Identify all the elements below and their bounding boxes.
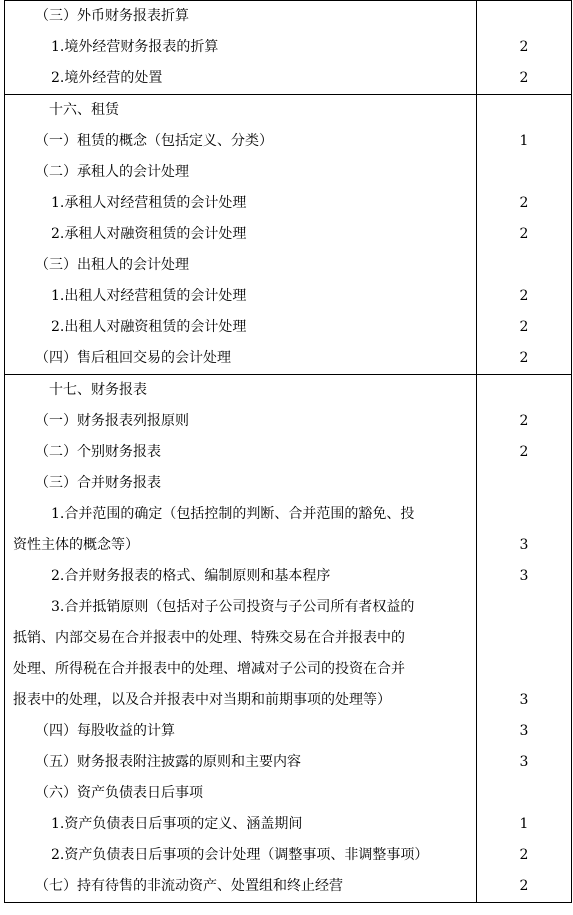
syllabus-table [4,0,572,903]
level-value: 3 [519,537,529,553]
item-text: （一）财务报表列报原则 [35,413,189,429]
item-text: （二）承租人的会计处理 [35,164,189,180]
level-cell [477,1,572,95]
item-text: 2.合并财务报表的格式、编制原则和基本程序 [51,568,331,584]
item-text: 1.合并范围的确定（包括控制的判断、合并范围的豁免、投 [51,506,415,522]
item-text: （四）售后租回交易的会计处理 [35,350,231,366]
item-text: （一）租赁的概念（包括定义、分类） [35,133,273,149]
level-value: 3 [519,754,529,770]
level-value [477,375,571,406]
level-value: 2 [519,444,529,460]
item-text: 2.境外经营的处置 [51,70,163,86]
level-value: 1 [519,816,529,832]
level-value: 2 [519,288,529,304]
level-value [477,95,571,126]
item-text: （四）每股收益的计算 [35,723,175,739]
level-value: 3 [519,568,529,584]
level-value: 2 [519,319,529,335]
item-text: 十七、财务报表 [49,382,147,398]
level-value [477,1,571,32]
item-text: （六）资产负债表日后事项 [35,785,203,801]
item-text: 1.承租人对经营租赁的会计处理 [51,195,247,211]
item-text: 抵销、内部交易在合并报表中的处理、特殊交易在合并报表中的 [13,630,405,646]
level-value: 1 [519,133,529,149]
item-text: 十六、租赁 [49,102,119,118]
item-text: （三）出租人的会计处理 [35,257,189,273]
level-value: 2 [519,413,529,429]
table-row [5,95,572,375]
level-value: 3 [519,723,529,739]
item-text: 2.承租人对融资租赁的会计处理 [51,226,247,242]
level-value: 2 [519,350,529,366]
item-text: （二）个别财务报表 [35,444,161,460]
item-text: 2.出租人对融资租赁的会计处理 [51,319,247,335]
level-value [477,157,571,188]
item-cell [5,1,477,95]
item-text: 报表中的处理，以及合并报表中对当期和前期事项的处理等） [13,692,391,708]
level-value [477,778,571,809]
level-value: 2 [519,70,529,86]
level-value: 2 [519,878,529,894]
level-cell [477,95,572,375]
level-value: 2 [519,847,529,863]
item-cell [5,375,477,903]
item-text: 1.出租人对经营租赁的会计处理 [51,288,247,304]
level-value: 3 [519,692,529,708]
level-value: 2 [519,226,529,242]
item-text: 3.合并抵销原则（包括对子公司投资与子公司所有者权益的 [51,599,415,615]
item-cell [5,95,477,375]
level-value [477,250,571,281]
table-row [5,375,572,903]
level-cell [477,375,572,903]
item-text: 2.资产负债表日后事项的会计处理（调整事项、非调整事项） [51,847,429,863]
table-row [5,1,572,95]
item-text: 1.资产负债表日后事项的定义、涵盖期间 [51,816,303,832]
item-text: （七）持有待售的非流动资产、处置组和终止经营 [35,878,343,894]
item-text: 处理、所得税在合并报表中的处理、增减对子公司的投资在合并 [13,661,405,677]
item-text: （三）合并财务报表 [35,475,161,491]
level-value: 2 [519,39,529,55]
level-value: 2 [519,195,529,211]
item-text: （三）外币财务报表折算 [35,8,189,24]
item-text: 1.境外经营财务报表的折算 [51,39,219,55]
item-text: （五）财务报表附注披露的原则和主要内容 [35,754,301,770]
level-value [477,468,571,499]
item-text: 资性主体的概念等） [13,537,139,553]
